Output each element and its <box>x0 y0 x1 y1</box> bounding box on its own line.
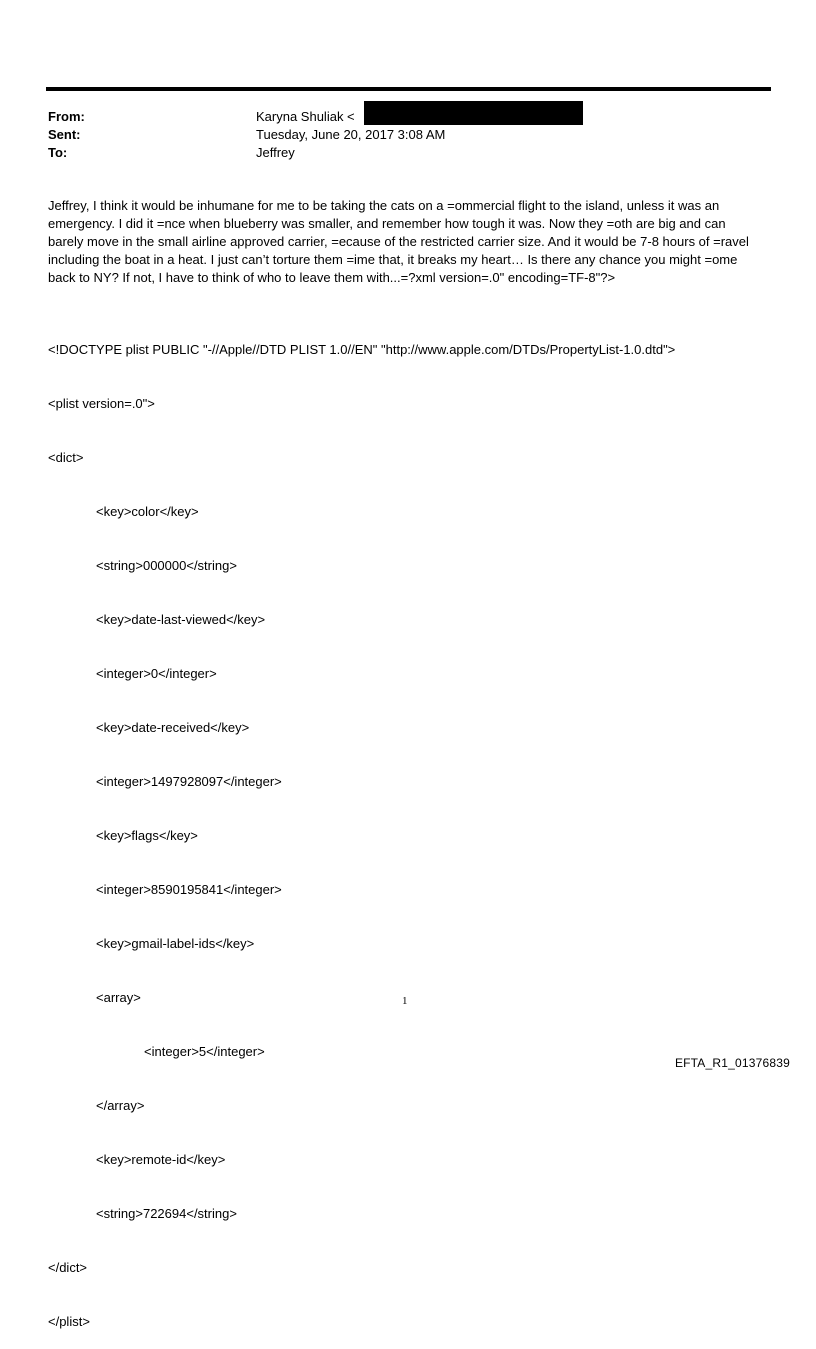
header-rule <box>46 87 771 91</box>
xml-line: <dict> <box>48 450 84 465</box>
page-number: 1 <box>402 995 408 1007</box>
xml-line: <integer>5</integer> <box>144 1044 265 1059</box>
xml-line: <string>722694</string> <box>96 1206 237 1221</box>
xml-line: <key>date-last-viewed</key> <box>96 612 266 627</box>
xml-line: <!DOCTYPE plist PUBLIC "-//Apple//DTD PLIST 1.0//EN" "http://www.apple.com/DTDs/PropertyList-1.0.dtd"> <box>48 342 676 357</box>
xml-line: <key>color</key> <box>96 504 199 519</box>
body-paragraph: Jeffrey, I think it would be inhumane for me to be taking the cats on a =ommercial flight to the island, unless it was an emergency. I did it =nce when blueberry was smaller, and remember how tough it was. Now they =oth are big and can barely move in the small airline approved carrier, =ecause of the restricted carrier size. And it would be 7-8 hours of =ravel including the boat in a heat. I just can’t torture them =ime that, it breaks my heart… Is there any chance you might =ome back to NY? If not, I have to think of who to leave them with...=?xml version=.0" encoding=TF-8"?> <box>48 198 749 285</box>
to-value: Jeffrey <box>256 145 295 160</box>
xml-line: <string>000000</string> <box>96 558 237 573</box>
from-label: From: <box>48 109 85 124</box>
xml-line: <array> <box>96 990 141 1005</box>
xml-line: </array> <box>96 1098 145 1113</box>
xml-line: <key>flags</key> <box>96 828 198 843</box>
xml-line: <key>date-received</key> <box>96 720 250 735</box>
sent-value: Tuesday, June 20, 2017 3:08 AM <box>256 127 446 142</box>
xml-line: <key>remote-id</key> <box>96 1152 226 1167</box>
xml-line: <plist version=.0"> <box>48 396 155 411</box>
xml-block <box>48 305 675 1349</box>
from-value: Karyna Shuliak < <box>256 109 355 124</box>
redaction-block <box>364 101 583 125</box>
xml-line: <integer>0</integer> <box>96 666 217 681</box>
to-label: To: <box>48 145 68 160</box>
xml-line: </dict> <box>48 1260 88 1275</box>
xml-line: <key>gmail-label-ids</key> <box>96 936 255 951</box>
email-body <box>48 197 760 287</box>
xml-line: <integer>8590195841</integer> <box>96 882 282 897</box>
xml-line: </plist> <box>48 1314 90 1329</box>
sent-label: Sent: <box>48 127 81 142</box>
document-id: EFTA_R1_01376839 <box>674 1056 790 1070</box>
xml-line: <integer>1497928097</integer> <box>96 774 282 789</box>
